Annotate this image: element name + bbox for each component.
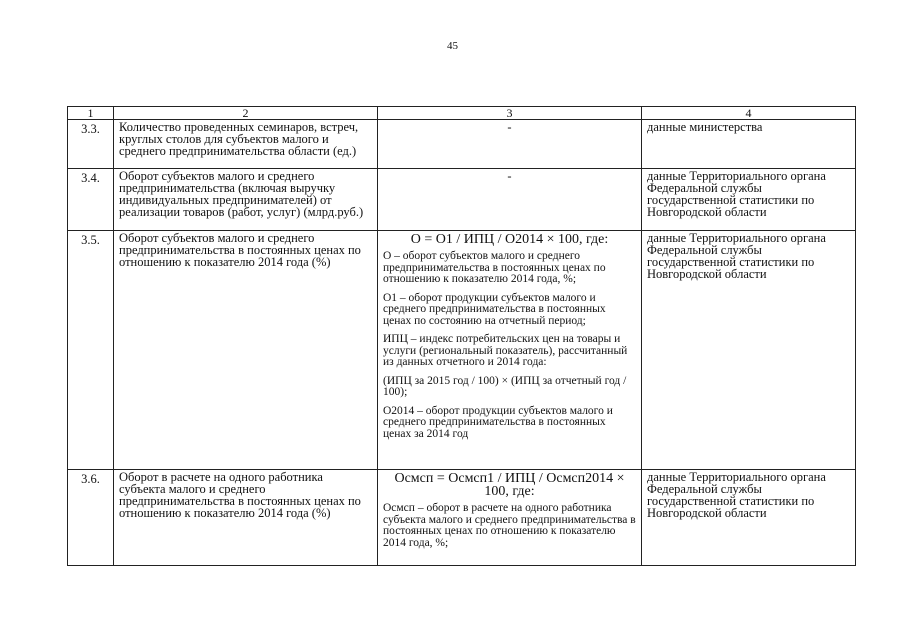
column-header: 3 bbox=[378, 107, 642, 120]
formula-cell: - bbox=[378, 169, 642, 231]
column-header: 2 bbox=[114, 107, 378, 120]
indicator-name: Оборот субъектов малого и среднего предпринимательства в постоянных ценах по отношению к показателю 2014 года (%) bbox=[114, 231, 378, 470]
formula-definition: О2014 – оборот продукции субъектов малого и среднего предпринимательства в постоянных ценах за 2014 год bbox=[383, 404, 613, 440]
formula-definition: О1 – оборот продукции субъектов малого и среднего предпринимательства в постоянных ценах по состоянию на отчетный период; bbox=[383, 291, 606, 327]
formula-definition: ИПЦ – индекс потребительских цен на товары и услуги (региональный показатель), рассчитанный из данных отчетного и 2014 года: bbox=[383, 333, 628, 368]
data-source: данные Территориального органа Федеральной службы государственной статистики по Новгородской области bbox=[642, 231, 856, 470]
table-row bbox=[68, 169, 856, 231]
table-header-row bbox=[68, 107, 856, 120]
formula-cell bbox=[378, 231, 642, 470]
row-number: 3.3. bbox=[68, 120, 114, 169]
formula: О = О1 / ИПЦ / О2014 × 100, где: bbox=[410, 232, 609, 247]
table-row bbox=[68, 231, 856, 470]
formula: Осмсп = Осмсп1 / ИПЦ / Осмсп2014 × 100, где: bbox=[394, 471, 625, 499]
indicator-name: Оборот субъектов малого и среднего предпринимательства (включая выручку индивидуальных предпринимателей) от реализации товаров (работ, услуг) (млрд.руб.) bbox=[114, 169, 378, 231]
row-number: 3.5. bbox=[68, 231, 114, 470]
formula-definition: Осмсп – оборот в расчете на одного работника субъекта малого и среднего предпринимательства в постоянных ценах по отношению к показателю 2014 года, %; bbox=[383, 502, 636, 549]
row-number: 3.4. bbox=[68, 169, 114, 231]
formula-definition: (ИПЦ за 2015 год / 100) × (ИПЦ за отчетный год / 100); bbox=[383, 374, 627, 398]
formula-cell: - bbox=[378, 120, 642, 169]
indicator-name: Количество проведенных семинаров, встреч, круглых столов для субъектов малого и среднего предпринимательства области (ед.) bbox=[114, 120, 378, 169]
table-row bbox=[68, 470, 856, 566]
row-number: 3.6. bbox=[68, 470, 114, 566]
column-header: 1 bbox=[68, 107, 114, 120]
formula-cell bbox=[378, 470, 642, 566]
indicators-table bbox=[67, 106, 856, 566]
data-source: данные Территориального органа Федеральной службы государственной статистики по Новгородской области bbox=[642, 470, 856, 566]
data-source: данные Территориального органа Федеральной службы государственной статистики по Новгородской области bbox=[642, 169, 856, 231]
data-source: данные министерства bbox=[642, 120, 856, 169]
indicator-name: Оборот в расчете на одного работника субъекта малого и среднего предпринимательства в постоянных ценах по отношению к показателю 2014 года (%) bbox=[114, 470, 378, 566]
formula-definition: О – оборот субъектов малого и среднего предпринимательства в постоянных ценах по отношению к показателю 2014 года, %; bbox=[383, 250, 606, 285]
column-header: 4 bbox=[642, 107, 856, 120]
page-number: 45 bbox=[447, 40, 458, 52]
table-row bbox=[68, 120, 856, 169]
